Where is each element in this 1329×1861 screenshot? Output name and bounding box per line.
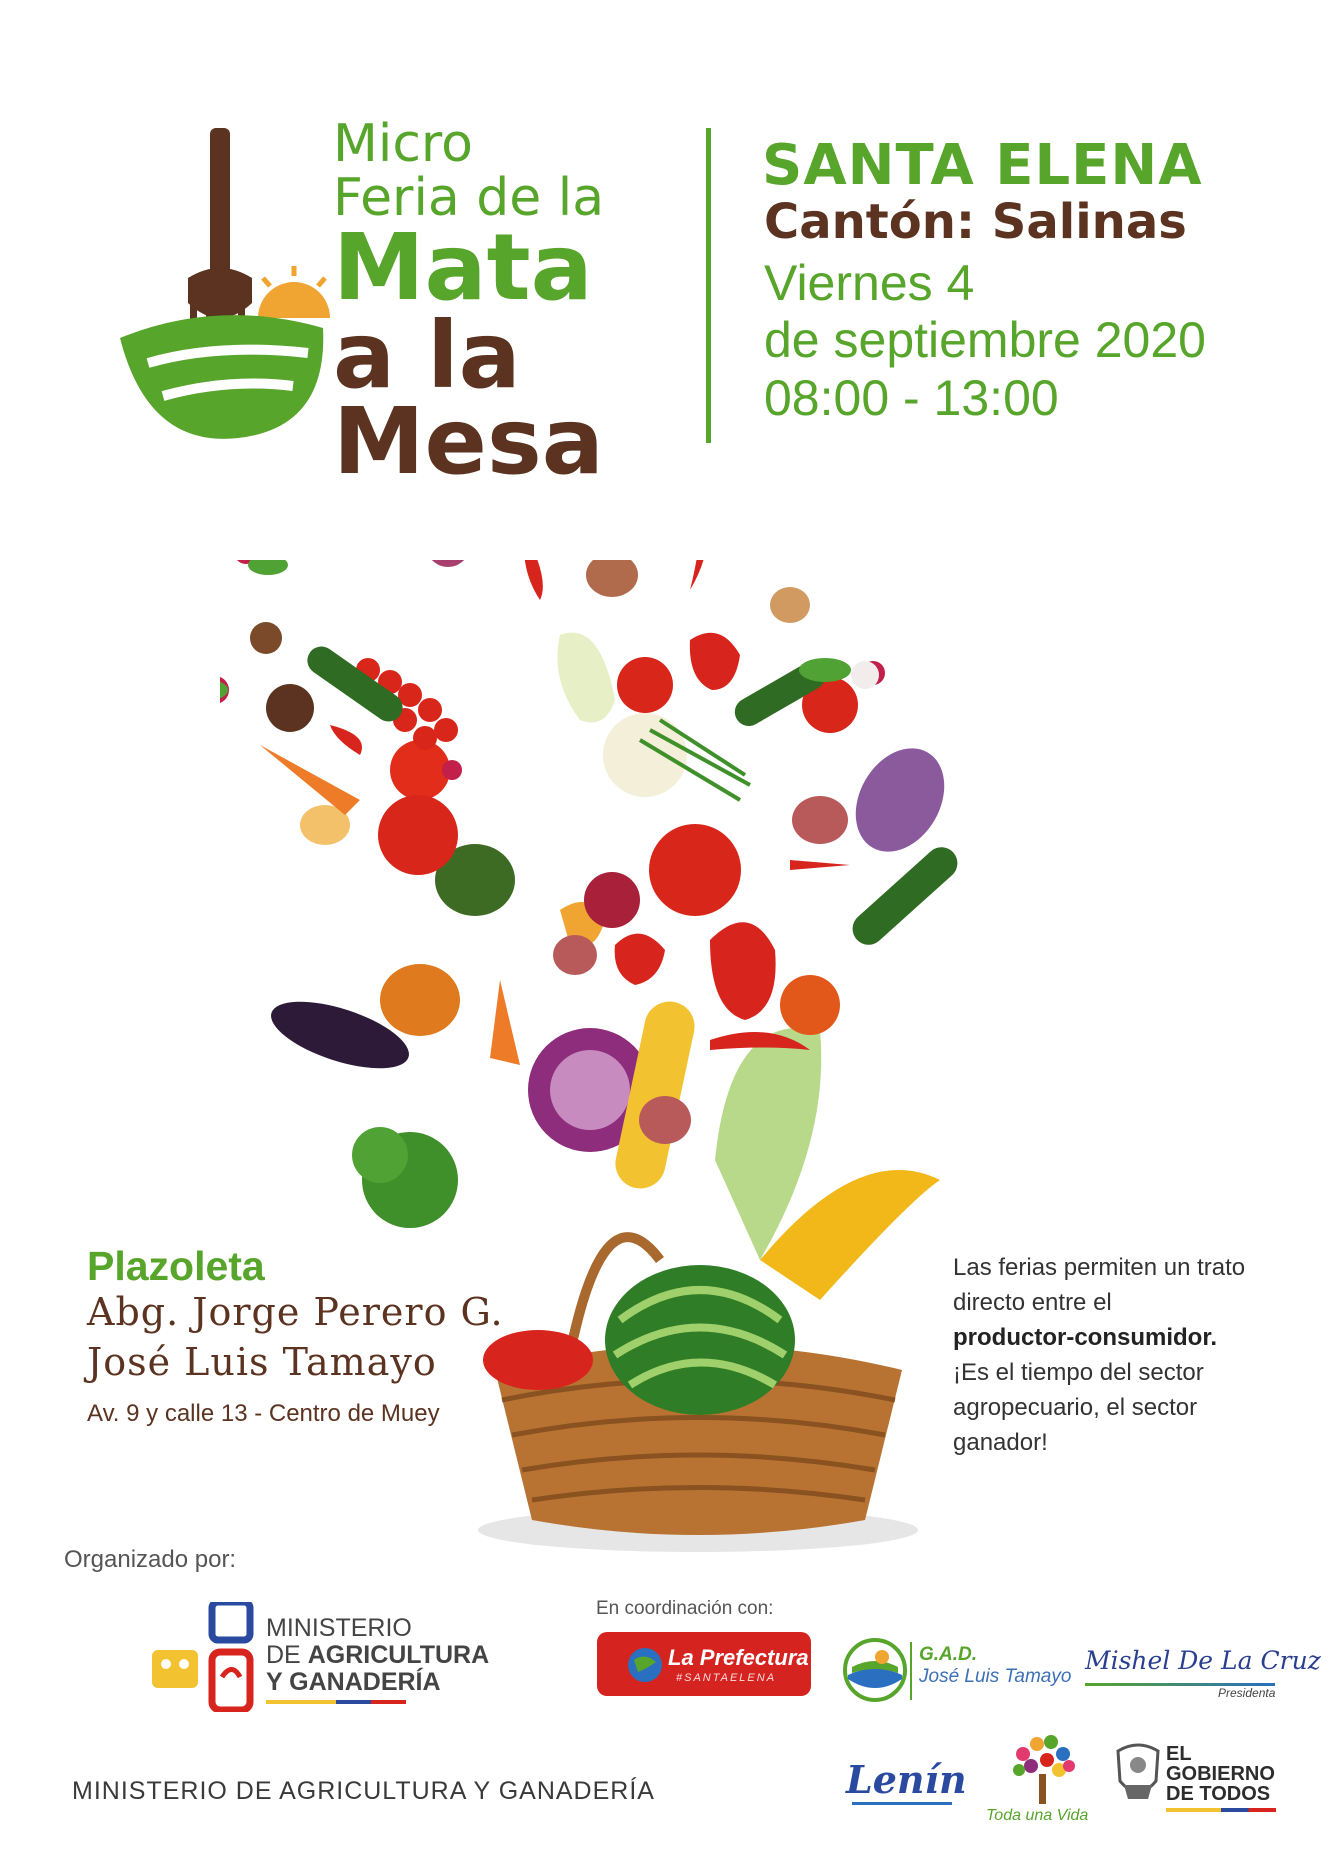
lenin-logo: Lenín — [846, 1757, 967, 1802]
ministry-logo-text — [266, 1615, 489, 1696]
ministry-line3: Y GANADERÍA — [266, 1668, 441, 1696]
prefectura-globe-icon — [626, 1646, 664, 1684]
event-day: Viernes 4 — [764, 255, 975, 311]
event-canton: Cantón: Salinas — [764, 194, 1187, 250]
event-time: 08:00 - 13:00 — [764, 370, 1059, 426]
ministry-line2a: DE — [266, 1641, 308, 1669]
ministry-cow-logo-icon — [152, 1602, 258, 1712]
lenin-stripe — [852, 1802, 952, 1805]
gobierno-flag-stripe — [1166, 1808, 1276, 1812]
mishel-signature: Mishel De La Cruz — [1085, 1646, 1321, 1675]
location-title: Plazoleta — [87, 1243, 265, 1289]
description-bold: productor-consumidor. — [953, 1324, 1217, 1351]
logo-line-micro: Micro — [333, 114, 473, 174]
event-date: de septiembre 2020 — [764, 312, 1206, 368]
mishel-role: Presidenta — [1218, 1686, 1276, 1700]
ministry-line1: MINISTERIO — [266, 1614, 412, 1642]
logo-line-feria: Feria de la — [333, 168, 605, 228]
logo-line-mata: Mata — [333, 214, 593, 321]
gad-title: G.A.D. — [919, 1644, 978, 1665]
location-name-line1: Abg. Jorge Perero G. — [87, 1290, 504, 1334]
event-province: SANTA ELENA — [762, 133, 1203, 198]
gobierno-de-todos-logo — [1166, 1744, 1275, 1804]
organizers-label: Organizado por: — [64, 1546, 237, 1573]
logo-line-mesa: Mesa — [333, 388, 604, 495]
gad-divider — [910, 1642, 912, 1700]
location-address: Av. 9 y calle 13 - Centro de Muey — [87, 1400, 440, 1427]
event-description — [953, 1250, 1253, 1460]
footer-ministry: MINISTERIO DE AGRICULTURA Y GANADERÍA — [72, 1777, 655, 1805]
location-name-line2: José Luis Tamayo — [87, 1340, 437, 1384]
gad-emblem-icon — [842, 1637, 908, 1703]
prefectura-sub: #SANTAELENA — [676, 1672, 777, 1684]
description-part2: ¡Es el tiempo del sector agropecuario, el sector ganador! — [953, 1359, 1204, 1456]
gobierno-line1: EL — [1166, 1743, 1192, 1765]
description-part1: Las ferias permiten un trato directo entre el — [953, 1254, 1246, 1316]
logo-line-ala: a la — [333, 302, 521, 409]
gad-name: José Luis Tamayo — [919, 1666, 1072, 1687]
coordination-label: En coordinación con: — [596, 1598, 774, 1619]
toda-una-vida-tree-icon — [1003, 1732, 1083, 1806]
ecuador-coat-of-arms-icon — [1112, 1741, 1164, 1807]
ministry-line2b: AGRICULTURA — [307, 1641, 490, 1669]
fork-field-logo-icon — [118, 128, 333, 448]
header-divider — [706, 128, 711, 443]
prefectura-name: La Prefectura — [668, 1645, 809, 1670]
ministry-flag-stripe — [266, 1700, 406, 1704]
gobierno-line3: DE TODOS — [1166, 1783, 1271, 1805]
toda-una-vida-text: Toda una Vida — [986, 1807, 1089, 1824]
gobierno-line2: GOBIERNO — [1166, 1763, 1275, 1785]
